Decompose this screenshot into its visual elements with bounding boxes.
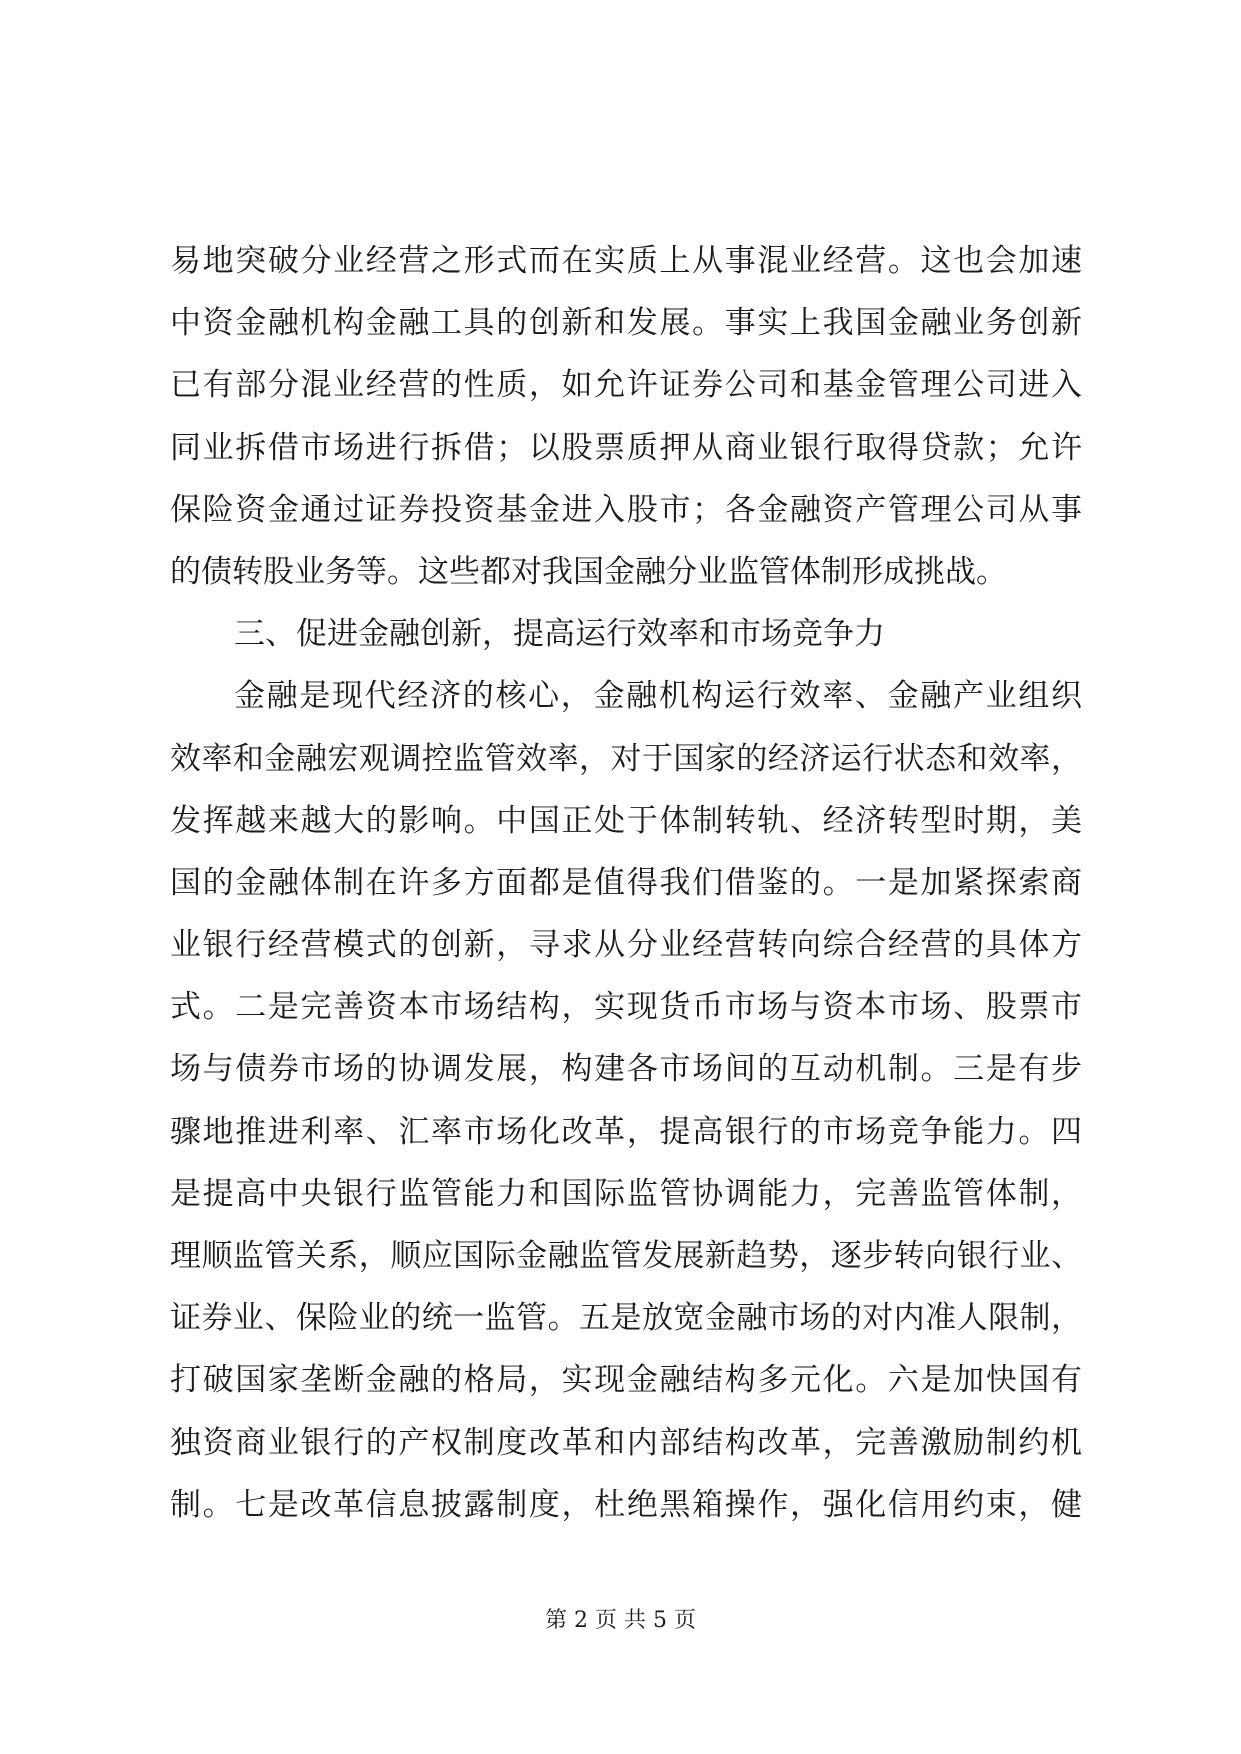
text-line: 国的金融体制在许多方面都是值得我们借鉴的。一是加紧探索商: [170, 864, 1082, 901]
text-line: 的债转股业务等。这些都对我国金融分业监管体制形成挑战。: [170, 553, 1007, 590]
text-line: 发挥越来越大的影响。中国正处于体制转轨、经济转型时期，美: [170, 802, 1082, 839]
text-line: 场与债券市场的协调发展，构建各市场间的互动机制。三是有步: [170, 1051, 1082, 1088]
text-line: 是提高中央银行监管能力和国际监管协调能力，完善监管体制，: [170, 1175, 1082, 1212]
text-line: 同业拆借市场进行拆借；以股票质押从商业银行取得贷款；允许: [170, 429, 1082, 466]
body-text: [170, 230, 1082, 1536]
text-line: 效率和金融宏观调控监管效率，对于国家的经济运行状态和效率，: [170, 740, 1082, 777]
text-line: 独资商业银行的产权制度改革和内部结构改革，完善激励制约机: [170, 1424, 1082, 1461]
text-line: 金融是现代经济的核心，金融机构运行效率、金融产业组织: [234, 678, 1082, 715]
text-line: 易地突破分业经营之形式而在实质上从事混业经营。这也会加速: [170, 243, 1082, 279]
text-line: 骤地推进利率、汇率市场化改革，提高银行的市场竞争能力。四: [170, 1113, 1082, 1150]
text-line: 保险资金通过证券投资基金进入股市；各金融资产管理公司从事: [170, 491, 1082, 528]
section-heading: 三、促进金融创新，提高运行效率和市场竞争力: [234, 616, 885, 653]
page-number-footer: 第 2 页 共 5 页: [545, 1608, 696, 1633]
text-line: 式。二是完善资本市场结构，实现货币市场与资本市场、股票市: [170, 989, 1082, 1026]
text-line: 打破国家垄断金融的格局，实现金融结构多元化。六是加快国有: [170, 1362, 1082, 1399]
text-line: 理顺监管关系，顺应国际金融监管发展新趋势，逐步转向银行业、: [170, 1238, 1082, 1274]
text-line: 已有部分混业经营的性质，如允许证券公司和基金管理公司进入: [170, 367, 1082, 404]
text-line: 证券业、保险业的统一监管。五是放宽金融市场的对内准人限制，: [170, 1300, 1082, 1337]
text-line: 业银行经营模式的创新，寻求从分业经营转向综合经营的具体方: [170, 927, 1082, 964]
text-line: 制。七是改革信息披露制度，杜绝黑箱操作，强化信用约束，健: [170, 1486, 1082, 1523]
text-line: 中资金融机构金融工具的创新和发展。事实上我国金融业务创新: [170, 305, 1082, 342]
